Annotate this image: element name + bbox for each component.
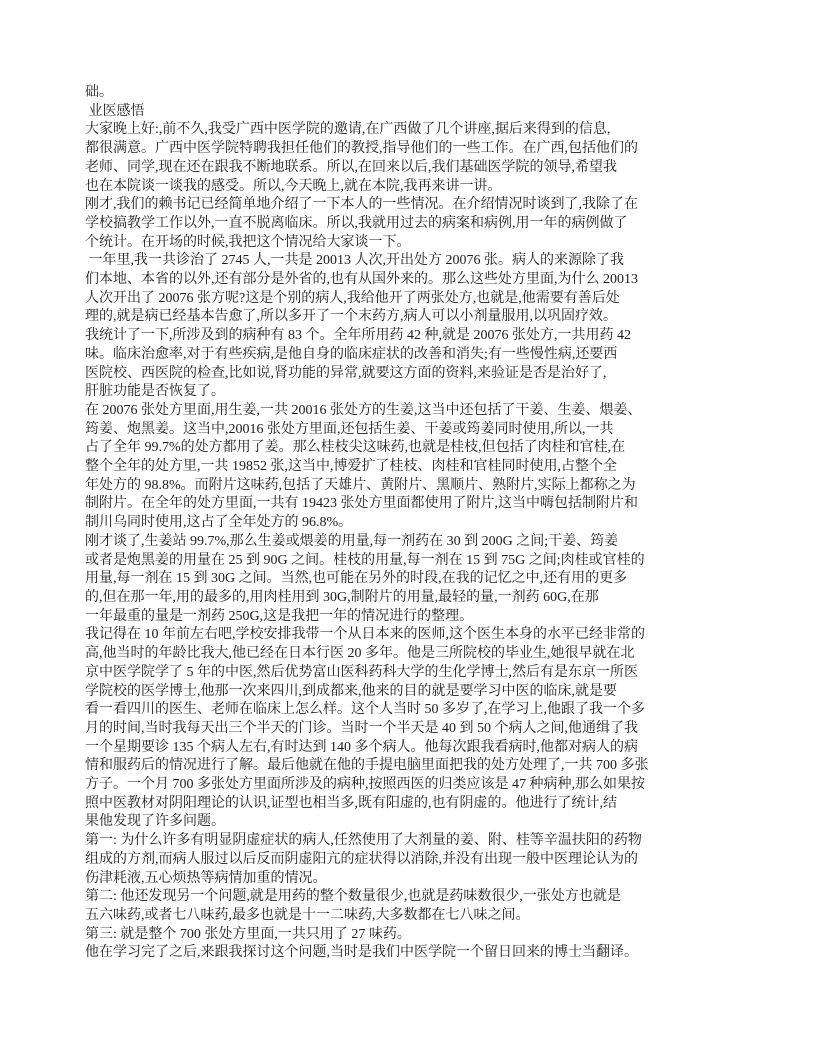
text-line: 年处方的 98.8%。而附片这味药,包括了天雄片、黄附片、黑顺片、熟附片,实际上都称之为 [85, 477, 636, 493]
text-line: 人次开出了 20076 张方呢?这是个别的病人,我给他开了两张处方,也就是,他需要有善后处 [85, 290, 620, 306]
text-line: 第二: 他还发现另一个问题,就是用药的整个数量很少,也就是药味数很少,一张处方也就是 [85, 889, 621, 905]
text-line: 们本地、本省的以外,还有部分是外省的,也有从国外来的。那么这些处方里面,为什么 20013 [85, 272, 638, 288]
document-text-body [85, 84, 739, 963]
text-line: 个统计。在开场的时候,我把这个情况给大家谈一下。 [85, 234, 411, 250]
text-line: 都很满意。广西中医学院特聘我担任他们的教授,指导他们的一些工作。在广西,包括他们的 [85, 141, 638, 157]
text-line: 五六味药,或者七八味药,最多也就是十一二味药,大多数都在七八味之间。 [85, 907, 530, 923]
text-line: 照中医教材对阴阳理论的认识,证型也相当多,既有阳虚的,也有阴虚的。他进行了统计,结 [85, 795, 617, 811]
text-line: 的,但在那一年,用的最多的,用肉桂用到 30G,制附片的用量,最轻的量,一剂药 60G,在那 [85, 589, 599, 605]
text-line: 情和服药后的情况进行了解。最后他就在他的手提电脑里面把我的处方处理了,一共 700 多张 [85, 758, 649, 774]
text-line: 方子。一个月 700 多张处方里面所涉及的病种,按照西医的归类应该是 47 种病种,那么如果按 [85, 777, 645, 793]
text-line: 医院校、西医院的检查,比如说,肾功能的异常,就要这方面的资料,来验证是否是治好了, [85, 365, 607, 381]
text-line: 础。 [85, 85, 113, 100]
text-line: 制附片。在全年的处方里面,一共有 19423 张处方里面都使用了附片,这当中嗨包括制附片和 [85, 496, 638, 512]
text-line: 刚才,我们的赖书记已经简单地介绍了一下本人的一些情况。在介绍情况时谈到了,我除了在 [85, 197, 638, 213]
text-line: 一年里,我一共诊治了 2745 人,一共是 20013 人次,开出处方 20076 张。病人的来源除了我 [85, 253, 624, 269]
text-line: 京中医学院学了 5 年的中医,然后优势富山医科药科大学的生化学博士,然后有是东京一所医 [85, 664, 638, 680]
text-line: 也在本院谈一谈我的感受。所以,今天晚上,就在本院,我再来讲一讲。 [85, 178, 502, 194]
text-line: 学校搞教学工作以外,一直不脱离临床。所以,我就用过去的病案和病例,用一年的病例做了 [85, 215, 628, 231]
text-line: 组成的方剂,而病人服过以后反而阴虚阳亢的症状得以消除,并没有出现一般中医理论认为的 [85, 851, 638, 867]
text-line: 刚才谈了,生姜站 99.7%,那么生姜或煨姜的用量,每一剂药在 30 到 200G 之间;干姜、筠姜 [85, 533, 619, 549]
text-line: 在 20076 张处方里面,用生姜,一共 20016 张处方的生姜,这当中还包括了干姜、生姜、煨姜、 [85, 402, 642, 418]
text-line: 或者是炮黑姜的用量在 25 到 90G 之间。桂枝的用量,每一剂在 15 到 75G 之间;肉桂或官桂的 [85, 552, 645, 568]
text-line: 高,他当时的年龄比我大,他已经在日本行医 20 多年。他是三所院校的毕业生,她很早就在北 [85, 646, 635, 662]
text-line: 用量,每一剂在 15 到 30G 之间。当然,也可能在另外的时段,在我的记忆之中,还有用的更多 [85, 571, 628, 587]
text-line: 学院校的医学博士,他那一次来四川,到成都来,他来的目的就是要学习中医的临床,就是要 [85, 683, 617, 699]
text-line: 他在学习完了之后,来跟我探讨这个问题,当时是我们中医学院一个留日回来的博士当翻译。 [85, 945, 638, 961]
text-line: 整个全年的处方里,一共 19852 张,这当中,博爱扩了桂枝、肉桂和官桂同时使用,占整个全 [85, 459, 617, 475]
text-line: 一年最重的量是一剂药 250G,这是我把一年的情况进行的整理。 [85, 608, 474, 624]
text-line: 第三: 就是整个 700 张处方里面,一共只用了 27 味药。 [85, 926, 411, 942]
text-line: 看一看四川的医生、老师在临床上怎么样。这个人当时 50 多岁了,在学习上,他跟了我一个多 [85, 702, 645, 718]
text-line: 肝脏功能是否恢复了。 [85, 384, 225, 400]
text-line: 我记得在 10 年前左右吧,学校安排我带一个从日本来的医师,这个医生本身的水平已经非常的 [85, 627, 645, 643]
text-line: 占了全年 99.7%的处方都用了姜。那么桂枝尖这味药,也就是桂枝,但包括了肉桂和官桂,在 [85, 440, 626, 456]
text-line: 伤津耗液,五心烦热等病情加重的情况。 [85, 870, 327, 886]
text-line: 月的时间,当时我每天出三个半天的门诊。当时一个半天是 40 到 50 个病人之间,他通缉了我 [85, 720, 638, 736]
text-line: 业医感悟 [85, 103, 145, 119]
text-line: 大家晚上好:,前不久,我受广西中医学院的邀请,在广西做了几个讲座,据后来得到的信息, [85, 122, 611, 138]
text-line: 筠姜、炮黑姜。这当中,20016 张处方里面,还包括生姜、干姜或筠姜同时使用,所以,一共 [85, 421, 614, 437]
text-line: 一个星期要诊 135 个病人左右,有时达到 140 多个病人。他每次跟我看病时,他都对病人的病 [85, 739, 638, 755]
text-line: 我统计了一下,所涉及到的病种有 83 个。全年所用药 42 种,就是 20076 张处方,一共用药 42 [85, 328, 631, 344]
text-line: 味。临床治愈率,对于有些疾病,是他自身的临床症状的改善和消失;有一些慢性病,还要西 [85, 346, 618, 362]
text-line: 理的,就是病已经基本告愈了,所以多开了一个末药方,病人可以小剂量服用,以巩固疗效。 [85, 309, 617, 325]
text-line: 第一: 为什么许多有明显阴虚症状的病人,任然使用了大剂量的姜、附、桂等辛温扶阳的药物 [85, 833, 642, 849]
text-line: 制川乌同时使用,这占了全年处方的 96.8%。 [85, 515, 353, 531]
text-line: 老师、同学,现在还在跟我不断地联系。所以,在回来以后,我们基础医学院的领导,希望我 [85, 159, 617, 175]
text-line: 果他发现了许多问题。 [85, 814, 225, 830]
